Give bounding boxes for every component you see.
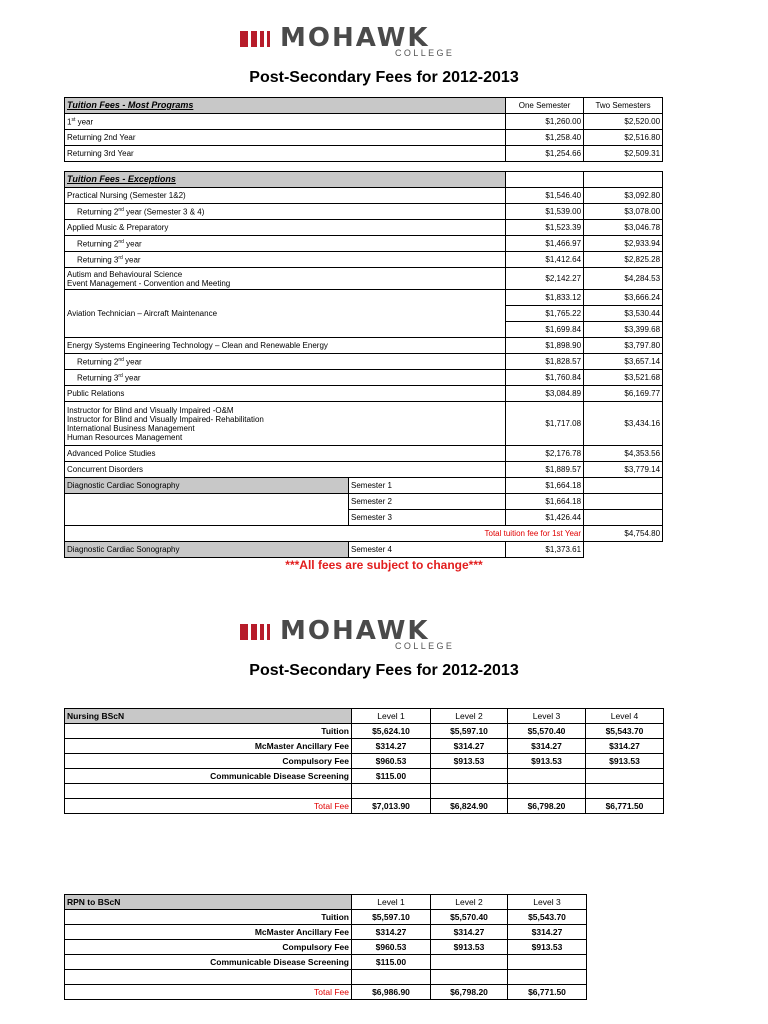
total-fee-value: $6,986.90 [352, 985, 431, 1000]
cell-one-semester: $1,664.18 [506, 478, 584, 494]
page-title: Post-Secondary Fees for 2012-2013 [249, 69, 519, 86]
exceptions-heading: Tuition Fees - Exceptions [65, 172, 506, 188]
rpn-to-bscn-table [64, 894, 587, 1000]
cell-two-semesters: $3,666.24 [584, 290, 663, 306]
level-header: Level 4 [586, 709, 664, 724]
cell-two-semesters: $3,046.78 [584, 220, 663, 236]
cell-one-semester: $1,412.64 [506, 252, 584, 268]
cell-one-semester: $1,426.44 [506, 510, 584, 526]
logo-subtitle: COLLEGE [395, 641, 455, 651]
level-header: Level 3 [508, 709, 586, 724]
fee-value: $5,543.70 [508, 910, 587, 925]
col-one-semester: One Semester [506, 98, 584, 114]
row-label: Applied Music & Preparatory [65, 220, 506, 236]
fee-value: $115.00 [352, 955, 431, 970]
blank-cell [508, 784, 586, 799]
blank-cell [65, 510, 349, 526]
fee-value: $913.53 [431, 754, 508, 769]
logo-wordmark: MOHAWK [280, 23, 430, 53]
level-header: Level 1 [352, 895, 431, 910]
fee-value: $960.53 [352, 940, 431, 955]
nursing-bscn-table [64, 708, 664, 814]
cell-one-semester: $1,466.97 [506, 236, 584, 252]
cell-one-semester: $1,539.00 [506, 204, 584, 220]
fee-value: $913.53 [508, 940, 587, 955]
total-fee-value: $6,771.50 [508, 985, 587, 1000]
row-label: Concurrent Disorders [65, 462, 506, 478]
blank-cell [65, 970, 352, 985]
fee-value: $5,597.10 [431, 724, 508, 739]
fee-value: $314.27 [352, 739, 431, 754]
semester-label: Semester 2 [349, 494, 506, 510]
fee-value: $960.53 [352, 754, 431, 769]
total-fee-value: $6,798.20 [431, 985, 508, 1000]
fee-value: $5,570.40 [508, 724, 586, 739]
total-fee-value: $6,798.20 [508, 799, 586, 814]
row-label: Returning 2nd year [65, 354, 506, 370]
cell-two-semesters: $2,516.80 [584, 130, 663, 146]
fee-value: $5,570.40 [431, 910, 508, 925]
cell-one-semester: $1,546.40 [506, 188, 584, 204]
rpn-heading: RPN to BScN [65, 895, 352, 910]
cell-two-semesters: $3,779.14 [584, 462, 663, 478]
cell-two-semesters: $3,521.68 [584, 370, 663, 386]
cell-one-semester: $1,828.57 [506, 354, 584, 370]
cell-one-semester: $2,142.27 [506, 268, 584, 290]
fee-label: Compulsory Fee [65, 940, 352, 955]
cell-two-semesters: $2,509.31 [584, 146, 663, 162]
logo-wordmark: MOHAWK [280, 616, 430, 646]
fee-value: $314.27 [508, 739, 586, 754]
spacer [65, 162, 663, 172]
cell-one-semester: $1,258.40 [506, 130, 584, 146]
row-label-line: Human Resources Management [67, 432, 183, 442]
blank-cell [584, 510, 663, 526]
total-tuition-value: $4,754.80 [584, 526, 663, 542]
row-label: 1st year [65, 114, 506, 130]
row-label: Aviation Technician – Aircraft Maintenance [65, 290, 506, 338]
cell-one-semester: $1,765.22 [506, 306, 584, 322]
blank-cell [508, 970, 587, 985]
cell-one-semester: $1,833.12 [506, 290, 584, 306]
logo-subtitle: COLLEGE [395, 48, 455, 58]
blank-cell [584, 172, 663, 188]
fee-value: $314.27 [431, 739, 508, 754]
cell-one-semester: $1,664.18 [506, 494, 584, 510]
fee-value: $913.53 [431, 940, 508, 955]
col-two-semesters: Two Semesters [584, 98, 663, 114]
cell-one-semester: $2,176.78 [506, 446, 584, 462]
semester-label: Semester 4 [349, 542, 506, 558]
level-header: Level 3 [508, 895, 587, 910]
semester-label: Semester 3 [349, 510, 506, 526]
total-tuition-label: Total tuition fee for 1st Year [65, 526, 584, 542]
row-label: Returning 2nd Year [65, 130, 506, 146]
mohawk-logo [240, 23, 455, 58]
cell-one-semester: $1,254.66 [506, 146, 584, 162]
row-label-line: Instructor for Blind and Visually Impaired- Rehabilitation [67, 414, 264, 424]
fee-value: $314.27 [352, 925, 431, 940]
blank-cell [431, 970, 508, 985]
page-title: Post-Secondary Fees for 2012-2013 [249, 662, 519, 679]
cell-one-semester: $1,523.39 [506, 220, 584, 236]
fee-value [431, 955, 508, 970]
dcs-label: Diagnostic Cardiac Sonography [65, 478, 349, 494]
row-label: Public Relations [65, 386, 506, 402]
fee-value: $5,624.10 [352, 724, 431, 739]
blank-cell [584, 478, 663, 494]
cell-two-semesters: $2,520.00 [584, 114, 663, 130]
blank-cell [584, 542, 663, 558]
row-label-line: Event Management - Convention and Meeting [67, 278, 231, 288]
cell-one-semester: $1,898.90 [506, 338, 584, 354]
bscn-heading: Nursing BScN [65, 709, 352, 724]
fee-value: $314.27 [586, 739, 664, 754]
row-label-line: International Business Management [67, 423, 195, 433]
fees-table [64, 97, 663, 558]
mohawk-logo [240, 616, 455, 651]
fee-value [431, 769, 508, 784]
fee-label: Tuition [65, 910, 352, 925]
blank-cell [65, 784, 352, 799]
fee-value [508, 769, 586, 784]
logo-bars-icon [240, 624, 270, 640]
blank-cell [65, 494, 349, 510]
total-fee-label: Total Fee [65, 799, 352, 814]
row-label: Returning 3rd year [65, 370, 506, 386]
level-header: Level 2 [431, 895, 508, 910]
row-label-line: Autism and Behavioural Science [67, 269, 183, 279]
fee-label: Communicable Disease Screening [65, 955, 352, 970]
cell-one-semester: $1,699.84 [506, 322, 584, 338]
fee-value [586, 769, 664, 784]
total-fee-value: $6,824.90 [431, 799, 508, 814]
cell-two-semesters: $3,092.80 [584, 188, 663, 204]
fee-label: McMaster Ancillary Fee [65, 925, 352, 940]
blank-cell [352, 784, 431, 799]
cell-two-semesters: $3,657.14 [584, 354, 663, 370]
row-label: Returning 3rd year [65, 252, 506, 268]
fee-label: Communicable Disease Screening [65, 769, 352, 784]
blank-cell [586, 784, 664, 799]
fee-value [508, 955, 587, 970]
fee-value: $913.53 [508, 754, 586, 769]
cell-two-semesters: $3,078.00 [584, 204, 663, 220]
cell-one-semester: $1,889.57 [506, 462, 584, 478]
cell-two-semesters: $3,530.44 [584, 306, 663, 322]
total-fee-label: Total Fee [65, 985, 352, 1000]
logo-bars-icon [240, 31, 270, 47]
blank-cell [352, 970, 431, 985]
row-label: Practical Nursing (Semester 1&2) [65, 188, 506, 204]
row-label: Returning 3rd Year [65, 146, 506, 162]
cell-two-semesters: $3,434.16 [584, 402, 663, 446]
most-programs-heading: Tuition Fees - Most Programs [65, 98, 506, 114]
row-label: Returning 2nd year (Semester 3 & 4) [65, 204, 506, 220]
cell-one-semester: $1,717.08 [506, 402, 584, 446]
total-fee-value: $6,771.50 [586, 799, 664, 814]
cell-two-semesters: $3,399.68 [584, 322, 663, 338]
blank-cell [506, 172, 584, 188]
cell-two-semesters: $3,797.80 [584, 338, 663, 354]
fee-value: $314.27 [431, 925, 508, 940]
row-label [65, 402, 506, 446]
fees-change-note: ***All fees are subject to change*** [285, 558, 483, 572]
fee-label: Compulsory Fee [65, 754, 352, 769]
total-fee-value: $7,013.90 [352, 799, 431, 814]
cell-one-semester: $3,084.89 [506, 386, 584, 402]
fee-label: McMaster Ancillary Fee [65, 739, 352, 754]
row-label-line: Instructor for Blind and Visually Impaired -O&M [67, 405, 234, 415]
semester-label: Semester 1 [349, 478, 506, 494]
row-label [65, 268, 506, 290]
fee-value: $913.53 [586, 754, 664, 769]
fee-label: Tuition [65, 724, 352, 739]
fee-value: $115.00 [352, 769, 431, 784]
cell-one-semester: $1,373.61 [506, 542, 584, 558]
cell-two-semesters: $4,284.53 [584, 268, 663, 290]
fee-value: $5,543.70 [586, 724, 664, 739]
fee-value: $314.27 [508, 925, 587, 940]
cell-two-semesters: $6,169.77 [584, 386, 663, 402]
fee-value: $5,597.10 [352, 910, 431, 925]
blank-cell [431, 784, 508, 799]
cell-one-semester: $1,260.00 [506, 114, 584, 130]
row-label: Energy Systems Engineering Technology – Clean and Renewable Energy [65, 338, 506, 354]
cell-two-semesters: $4,353.56 [584, 446, 663, 462]
cell-two-semesters: $2,933.94 [584, 236, 663, 252]
cell-two-semesters: $2,825.28 [584, 252, 663, 268]
row-label: Returning 2nd year [65, 236, 506, 252]
dcs-label: Diagnostic Cardiac Sonography [65, 542, 349, 558]
level-header: Level 2 [431, 709, 508, 724]
blank-cell [584, 494, 663, 510]
cell-one-semester: $1,760.84 [506, 370, 584, 386]
level-header: Level 1 [352, 709, 431, 724]
row-label: Advanced Police Studies [65, 446, 506, 462]
